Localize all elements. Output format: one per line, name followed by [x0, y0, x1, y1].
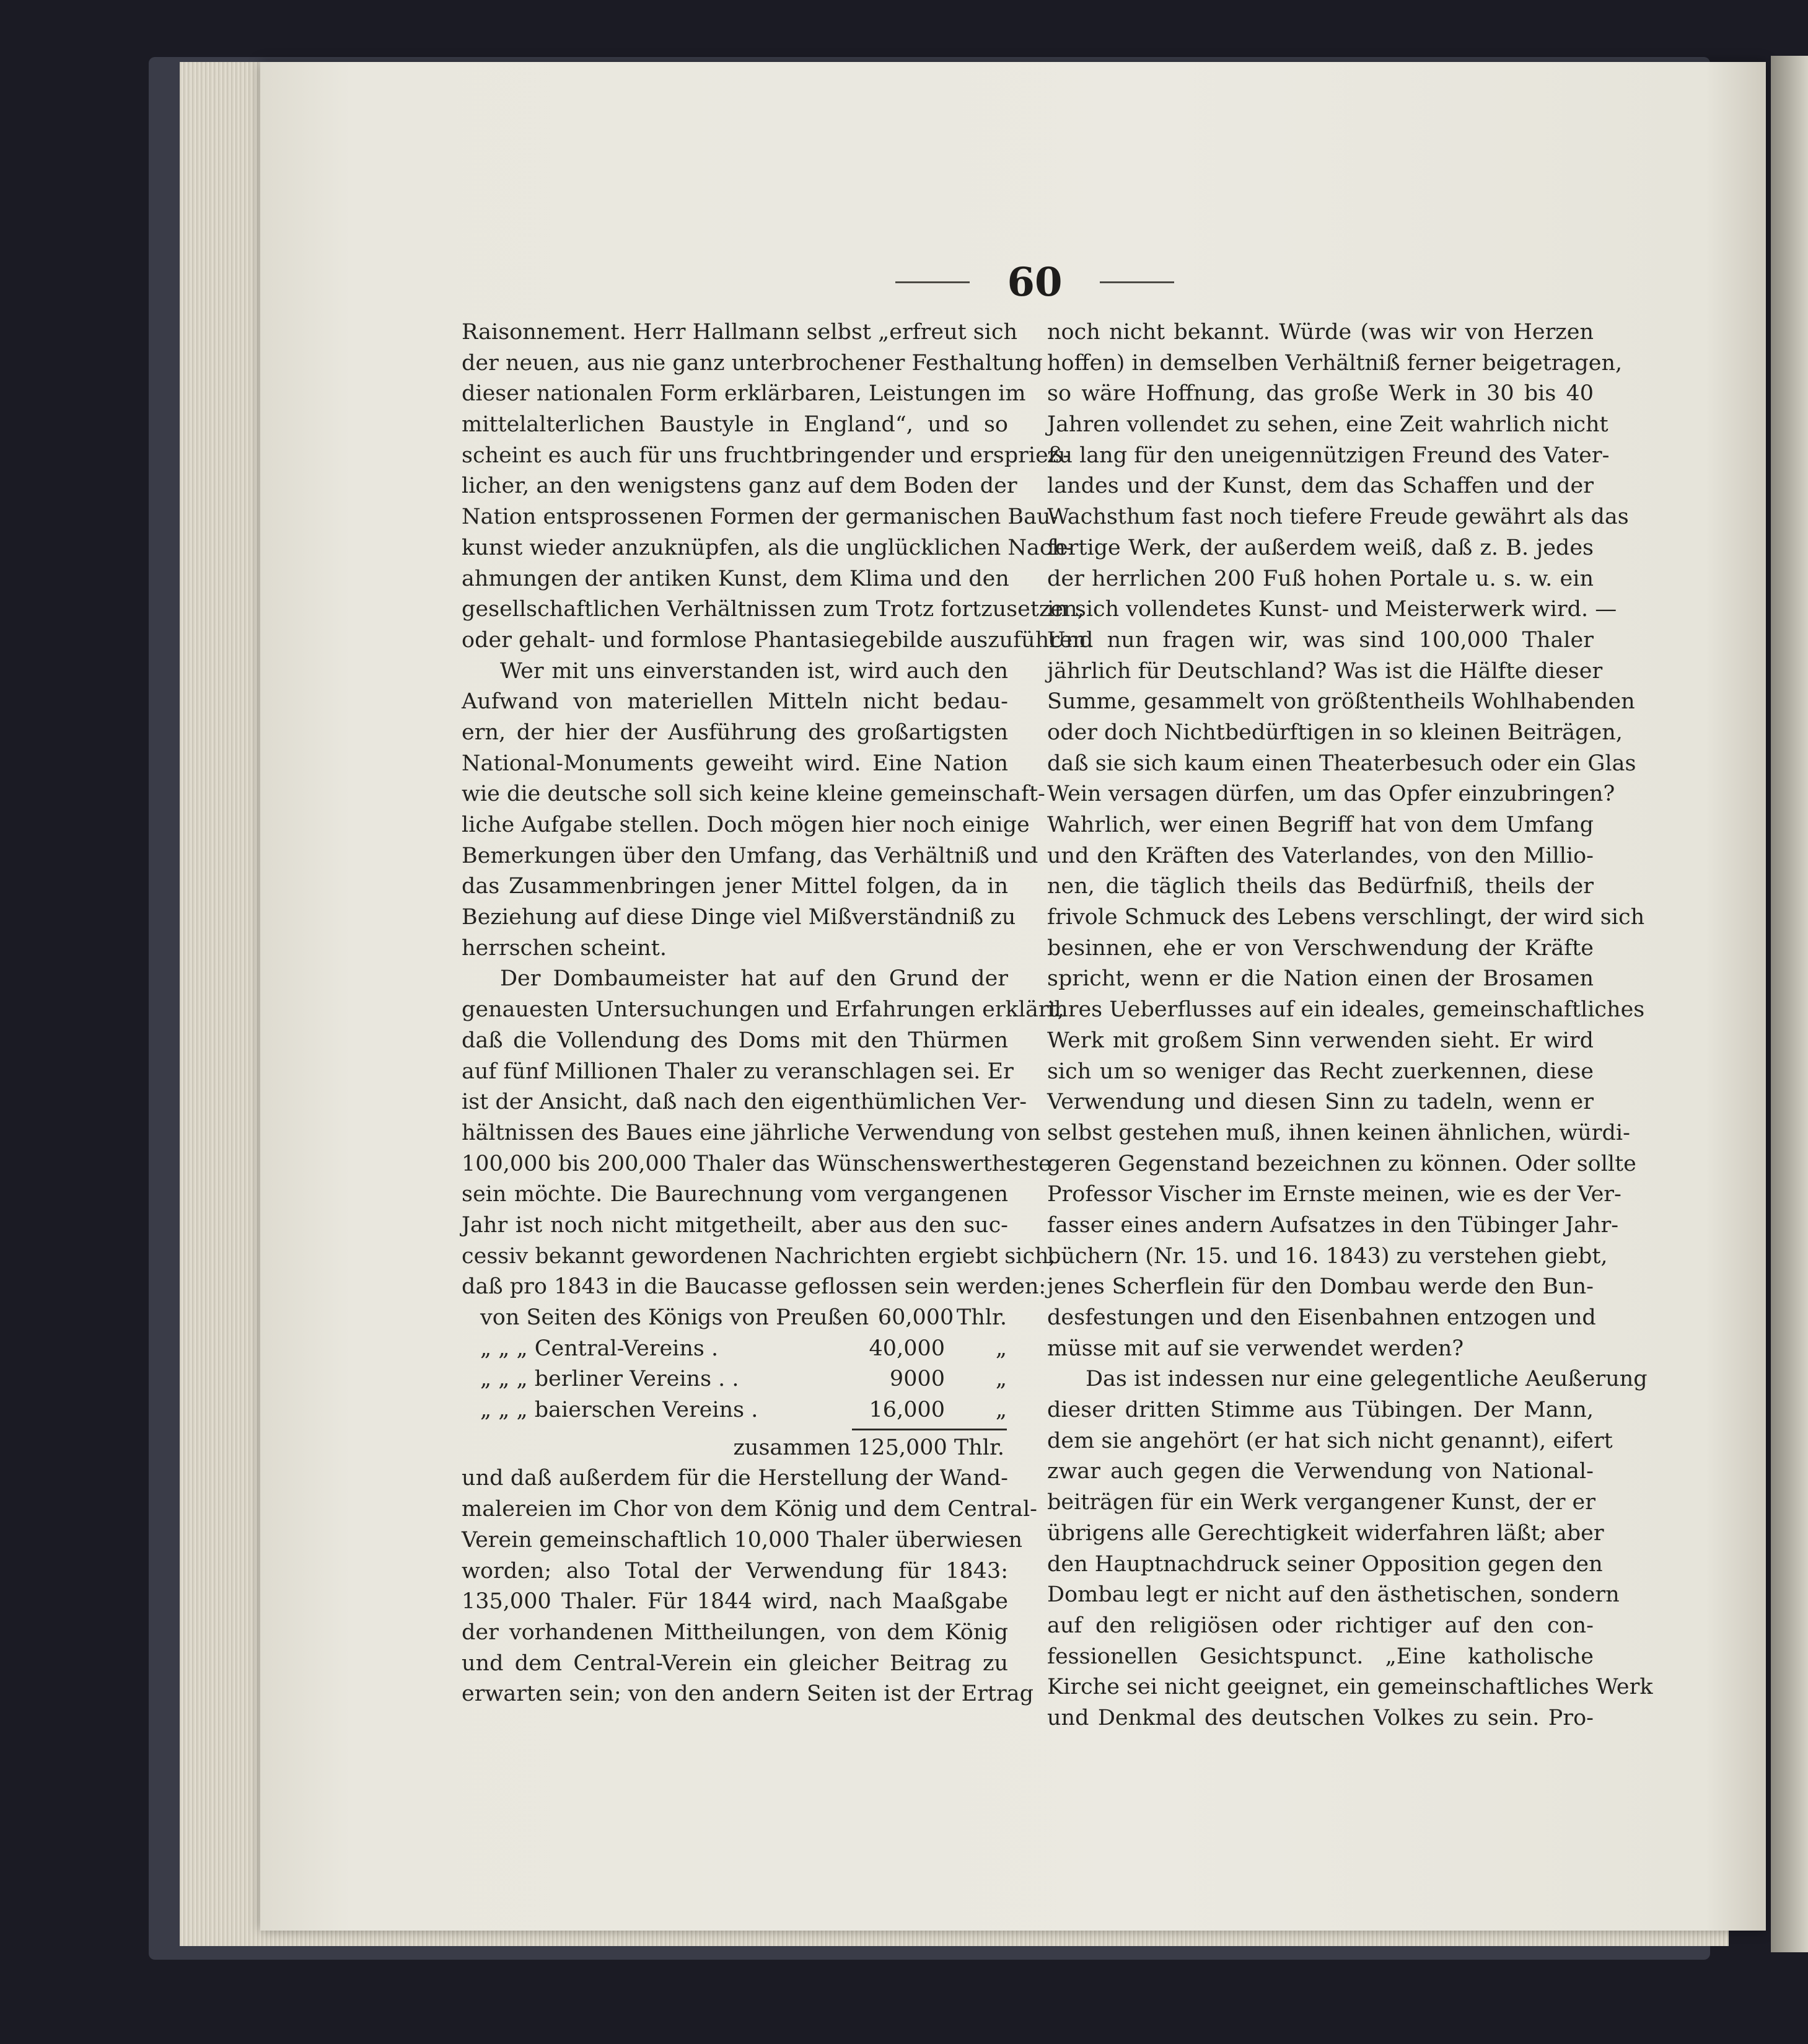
page-number: 60: [1007, 258, 1063, 306]
text-line: Verwendung und diesen Sinn zu tadeln, wenn er: [1047, 1090, 1594, 1115]
ledger-rows: [480, 1303, 1007, 1426]
text-line: Wein versagen dürfen, um das Opfer einzubringen?: [1047, 782, 1615, 807]
text-line: ihres Ueberflusses auf ein ideales, gemeinschaftliches: [1047, 997, 1645, 1023]
text-column-right: [1047, 317, 1653, 1734]
text-line: sein möchte. Die Baurechnung vom vergangenen: [462, 1182, 1008, 1207]
ledger-amount: 16,000: [869, 1398, 945, 1423]
facing-page-edge: [1771, 56, 1808, 1952]
text-line: erwarten sein; von den andern Seiten ist der Ertrag: [462, 1681, 1033, 1707]
left-column-text: [462, 317, 1094, 1303]
text-line: Dombau legt er nicht auf den ästhetischen, sondern: [1047, 1582, 1620, 1608]
text-line: zwar auch gegen die Verwendung von National-: [1047, 1459, 1594, 1484]
header-rule-right: [1100, 281, 1174, 283]
ledger-row: [480, 1303, 1007, 1334]
text-line: sich um so weniger das Recht zuerkennen, diese: [1047, 1059, 1594, 1084]
text-line: der vorhandenen Mittheilungen, von dem König: [462, 1619, 1008, 1645]
text-line: desfestungen und den Eisenbahnen entzogen und: [1047, 1305, 1596, 1330]
text-line: licher, an den wenigstens ganz auf dem Boden der: [462, 474, 1017, 499]
ledger-unit: „: [995, 1336, 1007, 1361]
text-line: so wäre Hoffnung, das große Werk in 30 bis 40: [1047, 381, 1594, 407]
text-line: Wahrlich, wer einen Begriff hat von dem Umfang: [1047, 813, 1594, 837]
left-column-text-continued: [462, 1463, 1037, 1710]
text-line: Professor Vischer im Ernste meinen, wie es der Ver-: [1047, 1182, 1621, 1207]
right-column-text: [1047, 317, 1653, 1734]
text-line: müsse mit auf sie verwendet werden?: [1047, 1336, 1464, 1361]
text-line: spricht, wenn er die Nation einen der Brosamen: [1047, 966, 1594, 992]
ledger-amount: 40,000: [869, 1336, 945, 1361]
ledger-row: [480, 1334, 1007, 1365]
text-line: jenes Scherflein für den Dombau werde den Bun-: [1047, 1274, 1594, 1300]
text-line: Verein gemeinschaftlich 10,000 Thaler überwiesen: [462, 1527, 1023, 1553]
text-line: daß sie sich kaum einen Theaterbesuch oder ein Glas: [1047, 751, 1636, 776]
text-line: übrigens alle Gerechtigkeit widerfahren läßt; aber: [1047, 1520, 1604, 1546]
text-line: Jahren vollendet zu sehen, eine Zeit wahrlich nicht: [1047, 412, 1608, 438]
text-line: daß die Vollendung des Doms mit den Thürmen: [462, 1028, 1008, 1053]
text-line: den Hauptnachdruck seiner Opposition gegen den: [1047, 1551, 1603, 1577]
text-line: Wer mit uns einverstanden ist, wird auch den: [500, 658, 1008, 684]
text-line: scheint es auch für uns fruchtbringender und ersprieß-: [462, 443, 1070, 468]
text-line: Der Dombaumeister hat auf den Grund der: [500, 966, 1008, 992]
text-line: hoffen) in demselben Verhältniß ferner beigetragen,: [1047, 350, 1623, 376]
text-line: liche Aufgabe stellen. Doch mögen hier noch einige: [462, 813, 1030, 837]
text-line: worden; also Total der Verwendung für 1843:: [462, 1558, 1008, 1584]
text-line: und den Kräften des Vaterlandes, von den Millio-: [1047, 843, 1594, 868]
text-line: noch nicht bekannt. Würde (was wir von Herzen: [1047, 320, 1594, 345]
ledger-unit: „: [995, 1398, 1007, 1423]
text-line: ist der Ansicht, daß nach den eigenthümlichen Ver-: [462, 1090, 1027, 1115]
text-line: der herrlichen 200 Fuß hohen Portale u. s. w. ein: [1047, 566, 1594, 591]
text-line: oder gehalt- und formlose Phantasiegebilde auszuführen.: [462, 627, 1094, 653]
text-line: Wachsthum fast noch tiefere Freude gewährt als das: [1047, 504, 1629, 530]
ledger-amount: 60,000: [877, 1305, 954, 1330]
text-line: herrschen scheint.: [462, 935, 667, 961]
ledger-total: zusammen 125,000 Thlr.: [733, 1435, 1004, 1460]
text-line: fasser eines andern Aufsatzes in den Tübinger Jahr-: [1047, 1212, 1619, 1238]
text-line: auf den religiösen oder richtiger auf den con-: [1047, 1613, 1594, 1638]
text-line: auf fünf Millionen Thaler zu veranschlagen sei. Er: [462, 1059, 1014, 1084]
ledger-row: [480, 1364, 1007, 1395]
text-line: daß pro 1843 in die Baucasse geflossen sein werden:: [462, 1274, 1047, 1300]
text-line: besinnen, ehe er von Verschwendung der Kräfte: [1047, 935, 1594, 961]
text-line: Aufwand von materiellen Mitteln nicht bedau-: [462, 689, 1008, 715]
text-line: büchern (Nr. 15. und 16. 1843) zu verstehen giebt,: [1047, 1243, 1608, 1269]
text-line: frivole Schmuck des Lebens verschlingt, der wird sich: [1047, 905, 1645, 930]
text-line: landes und der Kunst, dem das Schaffen und der: [1047, 474, 1594, 499]
text-line: kunst wieder anzuknüpfen, als die unglücklichen Nach-: [462, 535, 1073, 560]
ledger-row: [480, 1395, 1007, 1426]
text-line: wie die deutsche soll sich keine kleine gemeinschaft-: [462, 782, 1045, 807]
text-line: geren Gegenstand bezeichnen zu können. Oder sollte: [1047, 1151, 1636, 1176]
text-line: nen, die täglich theils das Bedürfniß, theils der: [1047, 874, 1594, 899]
text-line: Jahr ist noch nicht mitgetheilt, aber aus den suc-: [462, 1212, 1008, 1238]
text-line: Summe, gesammelt von größtentheils Wohlhabenden: [1047, 689, 1635, 715]
text-line: ern, der hier der Ausführung des großartigsten: [462, 720, 1008, 745]
text-line: Kirche sei nicht geeignet, ein gemeinschaftliches Werk: [1047, 1675, 1653, 1700]
text-line: gesellschaftlichen Verhältnissen zum Trotz fortzusetzen,: [462, 597, 1084, 622]
text-line: Bemerkungen über den Umfang, das Verhältniß und: [462, 843, 1038, 868]
text-line: das Zusammenbringen jener Mittel folgen, da in: [462, 874, 1008, 899]
text-line: ahmungen der antiken Kunst, dem Klima und den: [462, 566, 1009, 591]
text-line: fessionellen Gesichtspunct. „Eine katholische: [1047, 1644, 1594, 1669]
text-line: in sich vollendetes Kunst- und Meisterwerk wird. —: [1047, 597, 1617, 622]
ledger-amount: 9000: [889, 1367, 945, 1392]
page-header: [880, 251, 1190, 313]
header-rule-left: [895, 281, 970, 283]
text-line: der neuen, aus nie ganz unterbrochener Festhaltung: [462, 350, 1043, 376]
text-line: dieser dritten Stimme aus Tübingen. Der Mann,: [1047, 1398, 1594, 1423]
text-line: Und nun fragen wir, was sind 100,000 Thaler: [1047, 627, 1594, 653]
text-line: selbst gestehen muß, ihnen keinen ähnlichen, würdi-: [1047, 1120, 1630, 1145]
text-line: Das ist indessen nur eine gelegentliche Aeußerung: [1086, 1367, 1648, 1392]
text-line: fertige Werk, der außerdem weiß, daß z. B. jedes: [1047, 535, 1594, 560]
text-line: beiträgen für ein Werk vergangener Kunst, der er: [1047, 1490, 1595, 1515]
text-column-left: [462, 317, 1094, 1710]
text-line: hältnissen des Baues eine jährliche Verwendung von: [462, 1120, 1041, 1145]
text-line: und Denkmal des deutschen Volkes zu sein. Pro-: [1047, 1705, 1594, 1730]
text-line: Raisonnement. Herr Hallmann selbst „erfreut sich: [462, 320, 1018, 345]
text-line: dieser nationalen Form erklärbaren, Leistungen im: [462, 381, 1026, 407]
text-line: jährlich für Deutschland? Was ist die Hälfte dieser: [1047, 658, 1603, 684]
ledger-label: von Seiten des Königs von Preußen: [480, 1305, 869, 1330]
text-line: und dem Central-Verein ein gleicher Beitrag zu: [462, 1650, 1008, 1676]
text-line: malereien im Chor von dem König und dem Central-: [462, 1497, 1037, 1522]
text-line: Beziehung auf diese Dinge viel Mißverständniß zu: [462, 905, 1016, 930]
donation-ledger: [480, 1303, 1007, 1463]
text-line: National-Monuments geweiht wird. Eine Nation: [462, 751, 1008, 776]
text-line: oder doch Nichtbedürftigen in so kleinen Beiträgen,: [1047, 720, 1623, 745]
text-line: dem sie angehört (er hat sich nicht genannt), eifert: [1047, 1428, 1613, 1453]
ledger-label: „ „ „ Central-Vereins .: [480, 1336, 719, 1361]
text-line: mittelalterlichen Baustyle in England“, und so: [462, 412, 1008, 438]
text-line: Nation entsprossenen Formen der germanischen Bau-: [462, 504, 1058, 530]
text-line: zu lang für den uneigennützigen Freund des Vater-: [1047, 443, 1610, 468]
text-line: 135,000 Thaler. Für 1844 wird, nach Maaßgabe: [462, 1589, 1008, 1614]
ledger-sum-rule: [852, 1429, 1007, 1430]
ledger-unit: Thlr.: [956, 1305, 1007, 1330]
text-line: genauesten Untersuchungen und Erfahrungen erklärt,: [462, 997, 1064, 1023]
text-line: und daß außerdem für die Herstellung der Wand-: [462, 1466, 1008, 1491]
text-line: 100,000 bis 200,000 Thaler das Wünschenswertheste: [462, 1151, 1051, 1176]
text-line: cessiv bekannt gewordenen Nachrichten ergiebt sich,: [462, 1243, 1056, 1269]
ledger-label: „ „ „ baierschen Vereins .: [480, 1398, 758, 1423]
ledger-unit: „: [995, 1367, 1007, 1392]
text-line: Werk mit großem Sinn verwenden sieht. Er wird: [1047, 1028, 1594, 1053]
ledger-label: „ „ „ berliner Vereins . .: [480, 1367, 739, 1392]
